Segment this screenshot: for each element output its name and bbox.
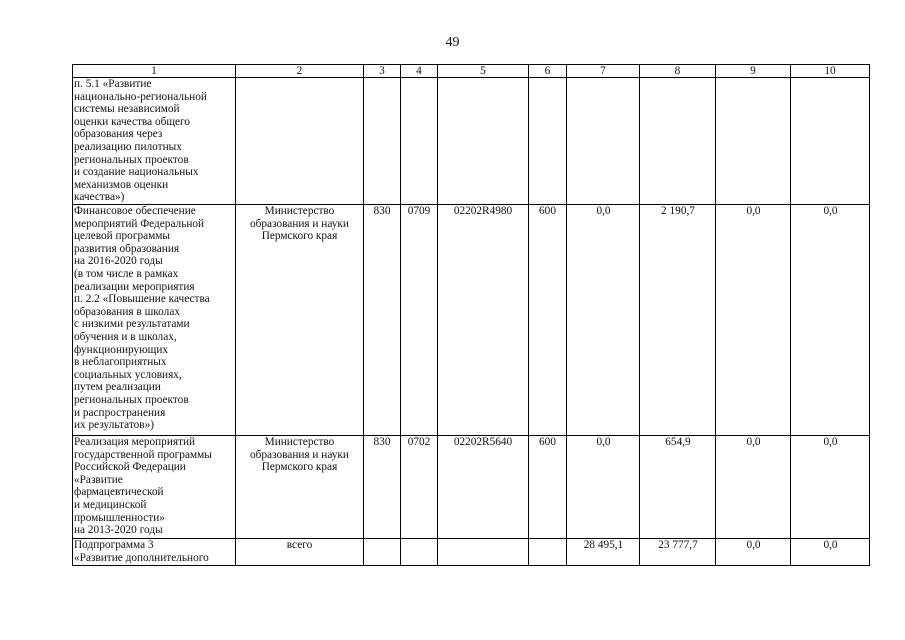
value-cell: 0,0 — [567, 436, 640, 539]
program-name-cell: Реализация мероприятий государственной программы Российской Федерации «Развитие фармацевтической и медицинской промышленности» на 2013-2020 годы — [73, 436, 236, 539]
table-row — [73, 205, 870, 436]
target-article-cell — [438, 539, 529, 566]
column-header: 1 — [73, 65, 236, 78]
grbs-cell — [364, 78, 401, 205]
column-header: 4 — [401, 65, 438, 78]
program-name-cell: Подпрограмма 3 «Развитие дополнительного — [73, 539, 236, 566]
value-cell: 0,0 — [791, 539, 870, 566]
value-cell — [640, 78, 716, 205]
grbs-cell: 830 — [364, 205, 401, 436]
target-article-cell — [438, 78, 529, 205]
responsible-cell: Министерство образования и науки Пермского края — [236, 205, 364, 436]
responsible-cell: всего — [236, 539, 364, 566]
responsible-cell — [236, 78, 364, 205]
grbs-cell: 830 — [364, 436, 401, 539]
page-number: 49 — [445, 35, 460, 50]
value-cell: 0,0 — [716, 436, 791, 539]
value-cell: 0,0 — [567, 205, 640, 436]
column-header: 9 — [716, 65, 791, 78]
column-header: 7 — [567, 65, 640, 78]
value-cell: 23 777,7 — [640, 539, 716, 566]
value-cell: 0,0 — [716, 205, 791, 436]
section-cell — [401, 539, 438, 566]
value-cell — [791, 78, 870, 205]
grbs-cell — [364, 539, 401, 566]
section-cell: 0709 — [401, 205, 438, 436]
responsible-cell: Министерство образования и науки Пермского края — [236, 436, 364, 539]
column-header: 10 — [791, 65, 870, 78]
column-header: 8 — [640, 65, 716, 78]
table-header-row — [73, 65, 870, 78]
value-cell: 0,0 — [716, 539, 791, 566]
expense-type-cell: 600 — [529, 436, 567, 539]
value-cell: 0,0 — [791, 436, 870, 539]
expense-type-cell: 600 — [529, 205, 567, 436]
value-cell — [716, 78, 791, 205]
value-cell: 28 495,1 — [567, 539, 640, 566]
value-cell — [567, 78, 640, 205]
expense-type-cell — [529, 78, 567, 205]
value-cell: 2 190,7 — [640, 205, 716, 436]
target-article-cell: 02202R4980 — [438, 205, 529, 436]
column-header: 2 — [236, 65, 364, 78]
column-header: 3 — [364, 65, 401, 78]
table-row — [73, 539, 870, 566]
section-cell — [401, 78, 438, 205]
expense-type-cell — [529, 539, 567, 566]
table-row — [73, 436, 870, 539]
table-row — [73, 78, 870, 205]
program-name-cell: Финансовое обеспечение мероприятий Федеральной целевой программы развития образования на 2016-2020 годы (в том числе в рамках реализации мероприятия п. 2.2 «Повышение качества образования в школах с низкими результатами обучения и в школах, функционирующих в неблагоприятных социальных условиях, путем реализации региональных проектов и распространения их результатов») — [73, 205, 236, 436]
value-cell: 0,0 — [791, 205, 870, 436]
column-header: 6 — [529, 65, 567, 78]
value-cell: 654,9 — [640, 436, 716, 539]
target-article-cell: 02202R5640 — [438, 436, 529, 539]
budget-table — [72, 64, 870, 566]
program-name-cell: п. 5.1 «Развитие национально-региональной системы независимой оценки качества общего образования через реализацию пилотных региональных проектов и создание национальных механизмов оценки качества») — [73, 78, 236, 205]
column-header: 5 — [438, 65, 529, 78]
section-cell: 0702 — [401, 436, 438, 539]
